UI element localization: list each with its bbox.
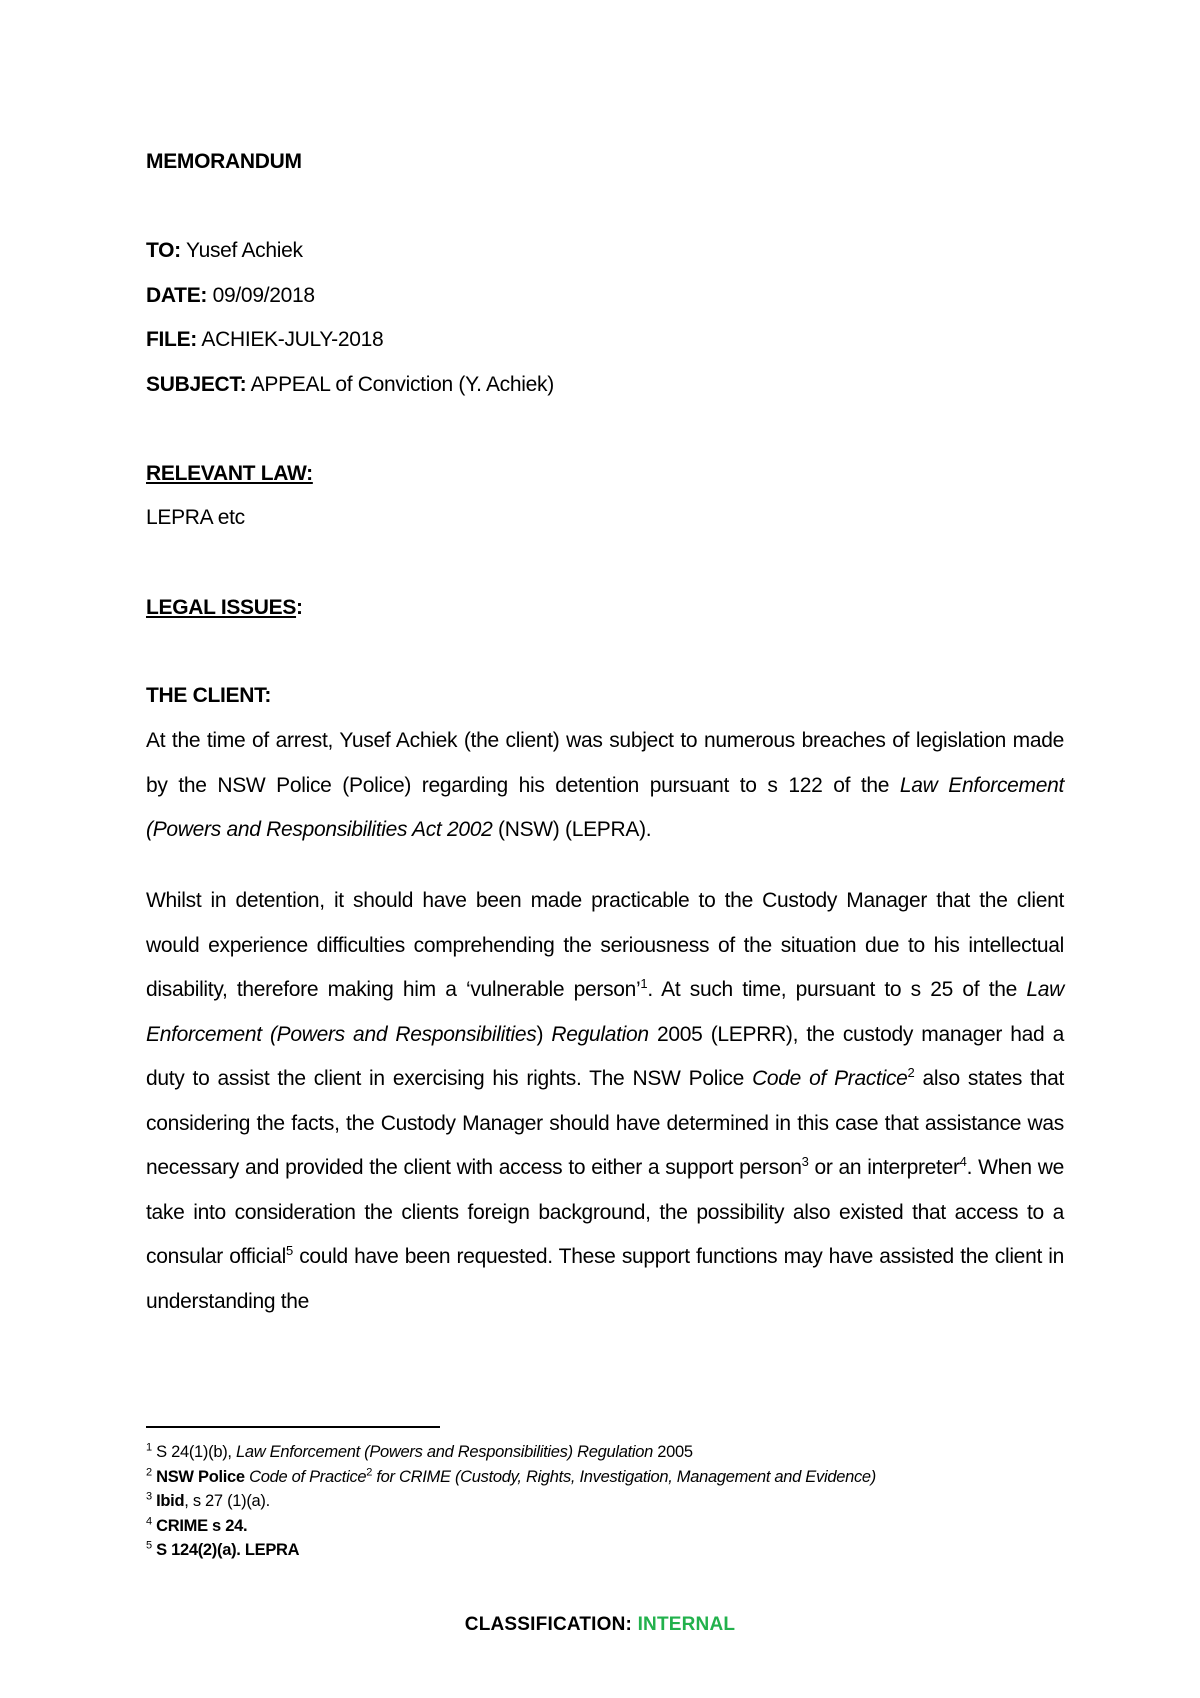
memo-to-value: Yusef Achiek <box>180 239 303 262</box>
memo-file-line <box>146 328 383 352</box>
memo-date-label: DATE: <box>146 284 208 307</box>
footnote-ref-2[interactable]: 2 <box>907 1065 915 1080</box>
footnote-ref-1[interactable]: 1 <box>640 976 648 991</box>
classification-footer <box>0 1614 1200 1636</box>
para2-italic-1: Law Enforcement (Powers and Responsibilities <box>146 978 1065 1046</box>
para2-text-7: . When we take into consideration the clients foreign background, the possibility also existed that access to a consular official <box>146 1156 1064 1268</box>
footnote-2-bold: NSW Police <box>151 1467 250 1486</box>
footnotes <box>146 1440 1064 1563</box>
para2-italic-3: Code of Practice <box>752 1067 908 1090</box>
legal-issues-heading-text: LEGAL ISSUES <box>146 596 297 619</box>
para2-italic-2: Regulation <box>551 1022 649 1046</box>
footnote-separator <box>146 1426 440 1428</box>
memo-to-label: TO: <box>146 239 181 262</box>
relevant-law-text: LEPRA etc <box>146 506 245 529</box>
footnote-2-italic-2: for CRIME (Custody, Rights, Investigation, Management and Evidence) <box>372 1467 876 1486</box>
footnote-1-text-b: 2005 <box>652 1443 693 1461</box>
footnote-5-number: 5 <box>146 1539 152 1552</box>
client-paragraph-1 <box>146 719 1064 853</box>
memo-subject-label: SUBJECT: <box>146 373 247 396</box>
footnote-2 <box>146 1465 1064 1490</box>
footnote-4-number: 4 <box>146 1515 152 1527</box>
footnote-ref-4[interactable]: 4 <box>959 1154 967 1169</box>
para2-text-2: . At such time, pursuant to s 25 of the <box>647 978 1027 1001</box>
footnote-3-bold: Ibid <box>151 1492 185 1510</box>
legal-issues-heading-colon: : <box>296 596 303 619</box>
relevant-law-heading: RELEVANT LAW: <box>146 462 313 485</box>
para2-text-5: also states that considering the facts, the Custody Manager should have determined in this case that assistance was necessary and provided the client with access to either a support person <box>146 1067 1064 1179</box>
footnote-1-text-a: S 24(1)(b), <box>151 1443 236 1461</box>
memo-file-label: FILE: <box>146 328 197 351</box>
para2-text-3: ) <box>536 1022 552 1046</box>
footnote-4 <box>146 1514 1064 1539</box>
footnote-ref-3[interactable]: 3 <box>801 1154 809 1169</box>
para2-text-8: could have been requested. These support functions may have assisted the client in understanding the <box>146 1245 1064 1313</box>
footnote-1-number: 1 <box>146 1441 152 1454</box>
memo-date-value: 09/09/2018 <box>207 284 315 307</box>
para1-italic-1: Law Enforcement (Powers and Responsibilities Act 2002 <box>146 773 1065 841</box>
footnote-3-text: , s 27 (1)(a). <box>184 1492 270 1510</box>
classification-label: CLASSIFICATION: <box>464 1614 638 1635</box>
footnote-5 <box>146 1538 1064 1563</box>
footnote-1-italic: Law Enforcement (Powers and Responsibilities) Regulation <box>235 1443 653 1461</box>
footnote-3 <box>146 1489 1064 1514</box>
para2-text-1: Whilst in detention, it should have been made practicable to the Custody Manager that the client would experience difficulties comprehending the seriousness of the situation due to his intellectual disability, therefore making him a ‘vulnerable person’ <box>146 889 1064 1001</box>
memo-subject-line <box>146 373 554 397</box>
para1-text-2: (NSW) (LEPRA). <box>492 818 652 841</box>
footnote-1 <box>146 1440 1064 1465</box>
footnote-2-number: 2 <box>146 1466 152 1478</box>
client-paragraph-2 <box>146 879 1064 1324</box>
para1-text-1: At the time of arrest, Yusef Achiek (the client) was subject to numerous breaches of legislation made by the NSW Police (Police) regarding his detention pursuant to s 122 of the <box>146 729 1064 797</box>
footnote-4-bold: CRIME s 24. <box>151 1516 248 1535</box>
para2-text-4: 2005 (LEPRR), the custody manager had a duty to assist the client in exercising his rights. The NSW Police <box>146 1022 1064 1090</box>
para2-text-6: or an interpreter <box>808 1156 960 1179</box>
classification-value: INTERNAL <box>637 1614 736 1635</box>
memo-date-line <box>146 284 315 308</box>
footnote-3-number: 3 <box>146 1490 152 1503</box>
memo-file-value: ACHIEK-JULY-2018 <box>197 328 384 351</box>
memo-title: MEMORANDUM <box>146 150 302 173</box>
footnote-2-italic-1: Code of Practice <box>249 1467 367 1486</box>
client-heading: THE CLIENT: <box>146 684 272 707</box>
footnote-ref-5[interactable]: 5 <box>286 1243 293 1258</box>
footnote-5-bold: S 124(2)(a). LEPRA <box>151 1541 300 1559</box>
legal-issues-heading <box>146 596 303 620</box>
memo-to-line <box>146 239 303 263</box>
memo-subject-value: APPEAL of Conviction (Y. Achiek) <box>246 373 554 396</box>
footnote-2-sup: 2 <box>366 1466 373 1478</box>
